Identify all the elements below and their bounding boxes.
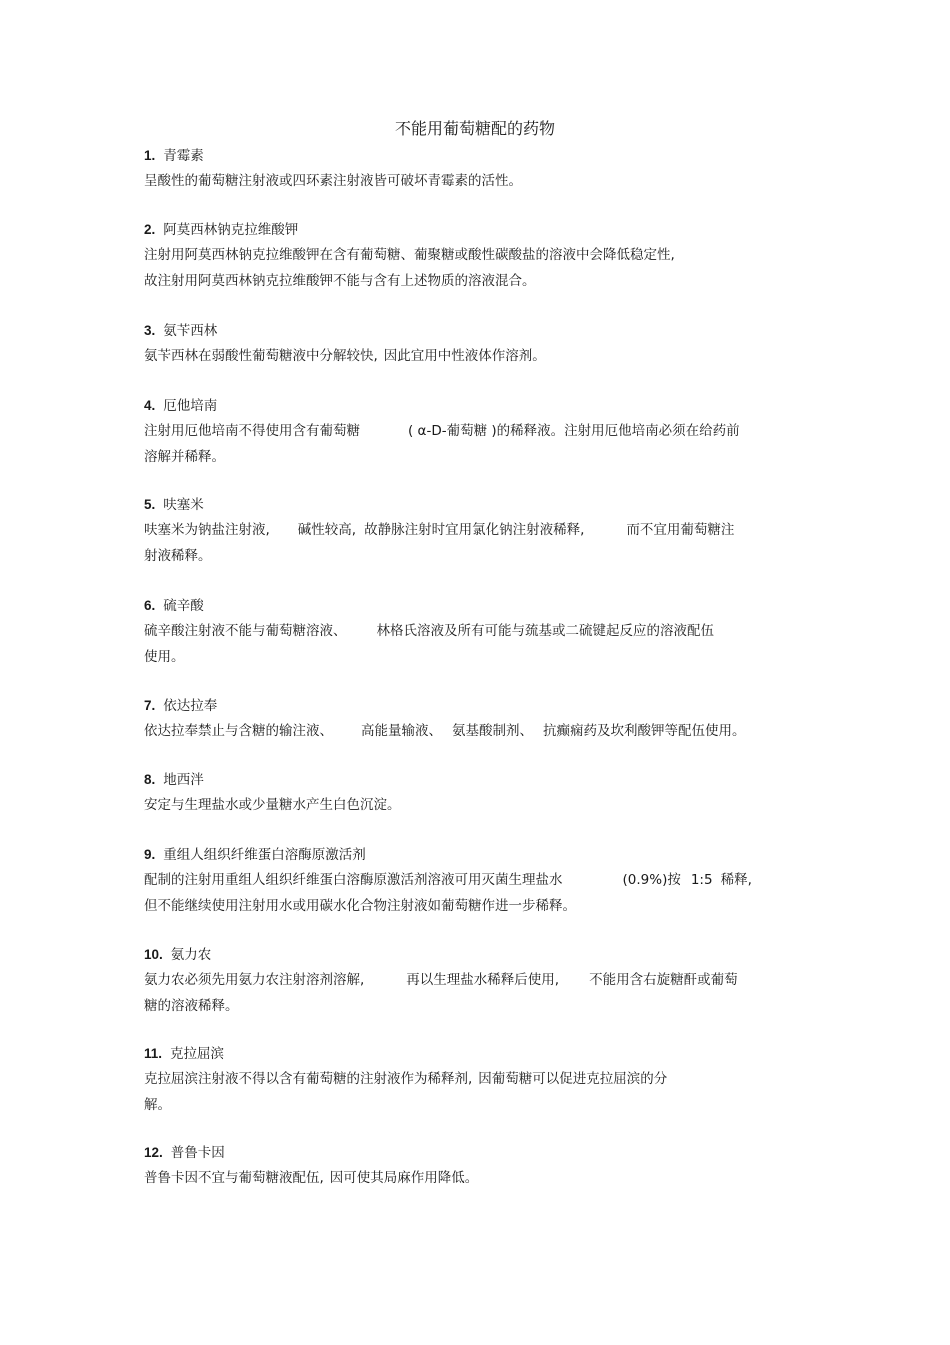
item-number: 8. (144, 772, 156, 787)
item-number: 7. (144, 698, 156, 713)
text-segment: 抗癫痫药及坎利酸钾等配伍使用。 (543, 723, 746, 739)
item-heading (144, 396, 804, 416)
item-description-line (144, 795, 804, 815)
text-segment: 克拉屈滨注射液不得以含有葡萄糖的注射液作为稀释剂, (144, 1071, 473, 1087)
text-segment: 注射用阿莫西林钠克拉维酸钾在含有葡萄糖、葡聚糖或酸性碳酸盐的溶液中会降低稳定性, (144, 247, 675, 263)
text-segment: 溶解并稀释。 (144, 449, 225, 465)
item-heading (144, 945, 804, 965)
text-segment: 因此宜用中性液体作溶剂。 (383, 348, 546, 364)
item-description-line (144, 520, 804, 540)
text-segment: 而不宜用葡萄糖注 (626, 522, 735, 538)
text-segment: 使用。 (144, 649, 185, 665)
text-segment: 林格氏溶液及所有可能与巯基或二硫键起反应的溶液配伍 (376, 623, 714, 639)
list-item (144, 1143, 804, 1188)
list-item (144, 321, 804, 366)
item-heading (144, 495, 804, 515)
item-name: 克拉屈滨 (170, 1046, 225, 1062)
item-description-line (144, 346, 804, 366)
item-heading (144, 1143, 804, 1163)
item-name: 依达拉奉 (163, 698, 218, 714)
text-segment: 氨基酸制剂、 (452, 723, 533, 739)
item-description-line (144, 721, 804, 741)
item-description-line (144, 870, 804, 890)
text-segment: 再以生理盐水稀释后使用, (406, 972, 560, 988)
text-segment: 注射用厄他培南不得使用含有葡萄糖 (144, 423, 360, 439)
text-segment: 呈酸性的葡萄糖注射液或四环素注射液皆可破坏青霉素的活性。 (144, 173, 522, 189)
text-segment: 因葡萄糖可以促进克拉屈滨的分 (478, 1071, 668, 1087)
item-name: 呋塞米 (163, 497, 204, 513)
text-segment: 配制的注射用重组人组织纤维蛋白溶酶原激活剂溶液可用灭菌生理盐水 (144, 872, 563, 888)
item-number: 4. (144, 398, 156, 413)
text-segment: 故注射用阿莫西林钠克拉维酸钾不能与含有上述物质的溶液混合。 (144, 273, 536, 289)
item-heading (144, 845, 804, 865)
item-heading (144, 770, 804, 790)
item-number: 1. (144, 148, 156, 163)
text-segment: 但不能继续使用注射用水或用碳水化合物注射液如葡萄糖作进一步稀释。 (144, 898, 576, 914)
list-item (144, 220, 804, 291)
page-title: 不能用葡萄糖配的药物 (394, 119, 555, 138)
text-segment: (0.9%)按 (622, 872, 681, 888)
list-item (144, 1044, 804, 1115)
item-heading (144, 696, 804, 716)
text-segment: 1:5 (690, 872, 713, 888)
item-name: 地西泮 (163, 772, 204, 788)
item-heading (144, 1044, 804, 1064)
text-segment: 射液稀释。 (144, 548, 212, 564)
text-segment: 因可使其局麻作用降低。 (329, 1170, 479, 1186)
item-description-line (144, 421, 804, 441)
list-item (144, 945, 804, 1016)
list-item (144, 696, 804, 741)
text-segment: 稀释, (720, 872, 752, 888)
item-number: 10. (144, 947, 163, 962)
item-name: 氨力农 (170, 947, 212, 963)
item-heading (144, 596, 804, 616)
item-description-line (144, 1095, 804, 1115)
item-name: 硫辛酸 (163, 598, 204, 614)
text-segment: 碱性较高, (297, 522, 357, 538)
item-description-line (144, 245, 804, 265)
list-item (144, 770, 804, 815)
item-description-line (144, 996, 804, 1016)
item-name: 青霉素 (163, 148, 204, 164)
item-name: 氨苄西林 (163, 323, 218, 339)
item-heading (144, 321, 804, 341)
text-segment: 高能量输液、 (361, 723, 442, 739)
item-number: 3. (144, 323, 156, 338)
item-description-line (144, 896, 804, 916)
item-description-line (144, 447, 804, 467)
list-item (144, 396, 804, 467)
item-heading (144, 220, 804, 240)
item-number: 9. (144, 847, 156, 862)
text-segment: 安定与生理盐水或少量糖水产生白色沉淀。 (144, 797, 401, 813)
text-segment: 呋塞米为钠盐注射液, (144, 522, 270, 538)
text-segment: 硫辛酸注射液不能与葡萄糖溶液、 (144, 623, 347, 639)
list-item (144, 146, 804, 191)
item-description-line (144, 1069, 804, 1089)
item-number: 11. (144, 1046, 163, 1061)
item-description-line (144, 970, 804, 990)
item-description-line (144, 621, 804, 641)
item-description-line (144, 271, 804, 291)
item-number: 2. (144, 222, 156, 237)
item-name: 普鲁卡因 (170, 1145, 225, 1161)
list-item (144, 596, 804, 667)
text-segment: 氨苄西林在弱酸性葡萄糖液中分解较快, (144, 348, 378, 364)
text-segment: ( α-D-葡萄糖 )的稀释液。注射用厄他培南必须在给药前 (408, 423, 740, 439)
item-number: 12. (144, 1145, 163, 1160)
list-item (144, 495, 804, 566)
item-heading (144, 146, 804, 166)
text-segment: 故静脉注射时宜用氯化钠注射液稀释, (364, 522, 585, 538)
text-segment: 解。 (144, 1097, 171, 1113)
text-segment: 不能用含右旋糖酐或葡萄 (589, 972, 738, 988)
item-number: 5. (144, 497, 156, 512)
item-name: 阿莫西林钠克拉维酸钾 (163, 222, 299, 238)
item-name: 厄他培南 (163, 398, 218, 414)
text-segment: 依达拉奉禁止与含糖的输注液、 (144, 723, 333, 739)
item-description-line (144, 546, 804, 566)
item-description-line (144, 1168, 804, 1188)
text-segment: 糖的溶液稀释。 (144, 998, 239, 1014)
text-segment: 氨力农必须先用氨力农注射溶剂溶解, (144, 972, 365, 988)
item-description-line (144, 171, 804, 191)
item-number: 6. (144, 598, 156, 613)
item-description-line (144, 647, 804, 667)
list-item (144, 845, 804, 916)
item-name: 重组人组织纤维蛋白溶酶原激活剂 (163, 847, 366, 863)
text-segment: 普鲁卡因不宜与葡萄糖液配伍, (144, 1170, 324, 1186)
